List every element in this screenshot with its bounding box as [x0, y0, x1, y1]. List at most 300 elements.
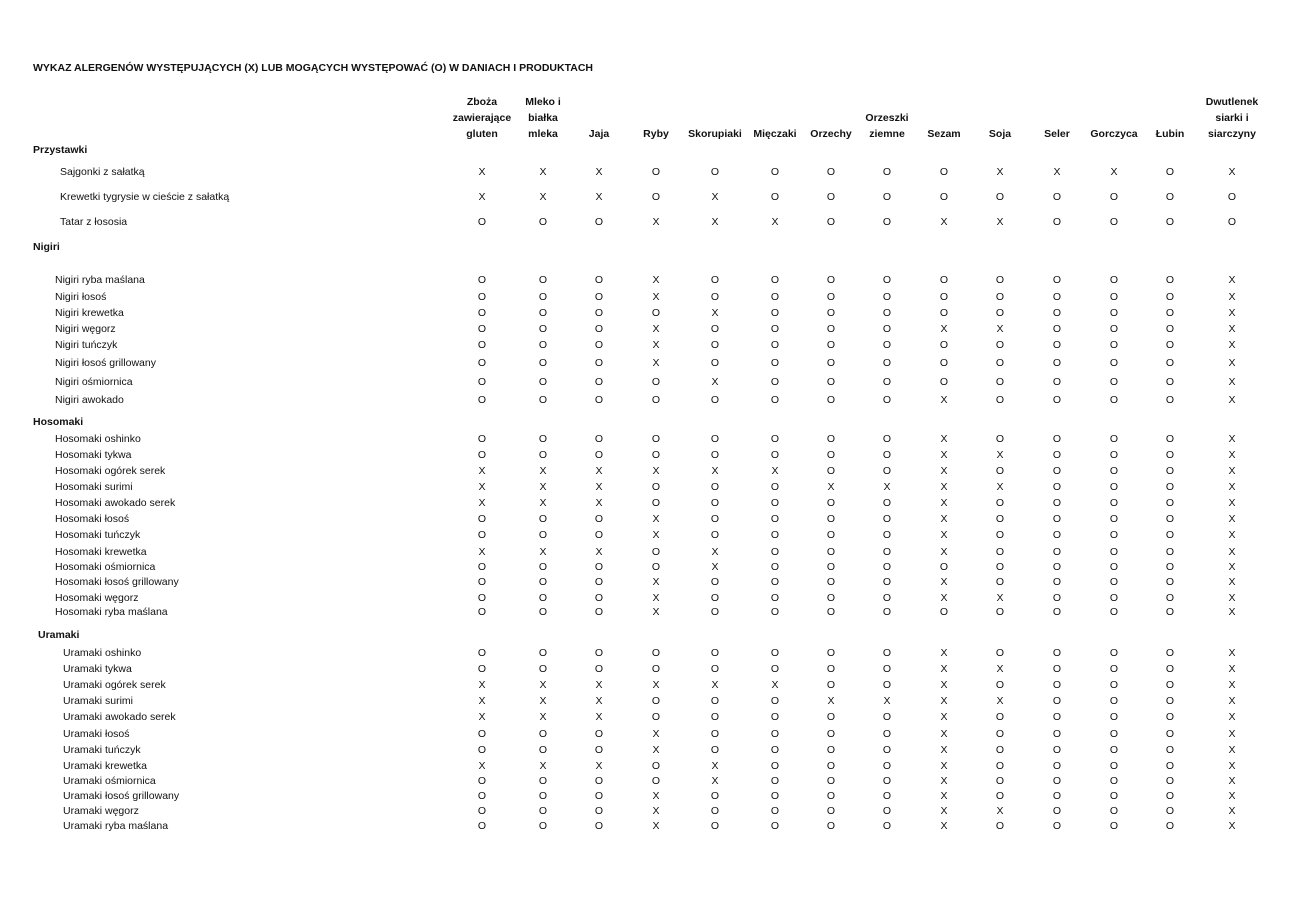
- allergen-cell: O: [770, 529, 780, 541]
- allergen-cell: O: [826, 592, 836, 604]
- allergen-cell: O: [1052, 711, 1062, 723]
- allergen-cell: O: [1227, 216, 1237, 228]
- allergen-cell: X: [996, 216, 1004, 228]
- allergen-cell: X: [940, 513, 948, 525]
- allergen-cell: O: [1052, 291, 1062, 303]
- allergen-cell: X: [940, 647, 948, 659]
- allergen-cell: O: [770, 711, 780, 723]
- allergen-cell: O: [1165, 513, 1175, 525]
- allergen-cell: O: [1052, 576, 1062, 588]
- allergen-cell: O: [477, 394, 487, 406]
- section-title: Uramaki: [38, 629, 80, 641]
- allergen-cell: O: [882, 820, 892, 832]
- allergen-cell: O: [882, 592, 892, 604]
- allergen-cell: O: [882, 497, 892, 509]
- allergen-cell: O: [594, 647, 604, 659]
- allergen-cell: X: [652, 529, 660, 541]
- table-row: [0, 393, 1300, 407]
- allergen-cell: X: [827, 695, 835, 707]
- allergen-cell: O: [882, 191, 892, 203]
- allergen-cell: O: [594, 775, 604, 787]
- allergen-cell: X: [539, 695, 547, 707]
- allergen-cell: O: [1165, 481, 1175, 493]
- allergen-cell: X: [940, 465, 948, 477]
- allergen-cell: O: [594, 376, 604, 388]
- allergen-cell: X: [711, 191, 719, 203]
- allergen-cell: O: [1109, 529, 1119, 541]
- allergen-cell: O: [477, 790, 487, 802]
- allergen-cell: O: [1052, 497, 1062, 509]
- allergen-cell: X: [771, 679, 779, 691]
- allergen-cell: O: [770, 663, 780, 675]
- allergen-cell: O: [939, 191, 949, 203]
- allergen-cell: X: [652, 679, 660, 691]
- allergen-cell: O: [1052, 679, 1062, 691]
- allergen-cell: O: [770, 760, 780, 772]
- allergen-cell: O: [1052, 376, 1062, 388]
- allergen-cell: O: [651, 647, 661, 659]
- allergen-cell: O: [882, 546, 892, 558]
- dish-name: Uramaki łosoś: [63, 728, 130, 740]
- allergen-cell: O: [477, 728, 487, 740]
- column-header: Skorupiaki: [688, 128, 742, 140]
- allergen-cell: O: [538, 561, 548, 573]
- allergen-cell: O: [1165, 529, 1175, 541]
- allergen-cell: O: [1165, 357, 1175, 369]
- allergen-cell: O: [882, 291, 892, 303]
- allergen-cell: O: [1109, 820, 1119, 832]
- allergen-cell: O: [1109, 663, 1119, 675]
- allergen-cell: O: [995, 291, 1005, 303]
- allergen-cell: O: [1109, 191, 1119, 203]
- allergen-cell: O: [939, 307, 949, 319]
- allergen-cell: O: [770, 291, 780, 303]
- allergen-cell: O: [826, 775, 836, 787]
- allergen-cell: O: [710, 576, 720, 588]
- allergen-cell: O: [1227, 191, 1237, 203]
- allergen-cell: X: [1228, 760, 1236, 772]
- allergen-cell: O: [939, 561, 949, 573]
- allergen-cell: O: [477, 433, 487, 445]
- table-row: [0, 512, 1300, 526]
- allergen-cell: O: [1165, 744, 1175, 756]
- allergen-cell: O: [995, 546, 1005, 558]
- allergen-cell: O: [1109, 449, 1119, 461]
- allergen-cell: X: [652, 357, 660, 369]
- allergen-cell: O: [1052, 805, 1062, 817]
- allergen-cell: X: [652, 592, 660, 604]
- allergen-cell: X: [1228, 663, 1236, 675]
- allergen-cell: O: [477, 805, 487, 817]
- allergen-cell: O: [594, 307, 604, 319]
- dish-name: Uramaki łosoś grillowany: [63, 790, 180, 802]
- allergen-cell: O: [1052, 307, 1062, 319]
- allergen-cell: O: [538, 394, 548, 406]
- allergen-cell: O: [882, 529, 892, 541]
- table-row: [0, 432, 1300, 446]
- allergen-cell: X: [652, 820, 660, 832]
- allergen-cell: O: [710, 449, 720, 461]
- allergen-cell: O: [477, 663, 487, 675]
- allergen-cell: O: [1165, 561, 1175, 573]
- allergen-cell: O: [710, 166, 720, 178]
- allergen-cell: O: [1165, 166, 1175, 178]
- allergen-cell: O: [651, 191, 661, 203]
- dish-name: Uramaki surimi: [63, 695, 134, 707]
- column-header: Soja: [988, 128, 1012, 140]
- dish-name: Tatar z łososia: [60, 216, 128, 228]
- allergen-cell: O: [538, 775, 548, 787]
- column-header: Dwutlenek siarki i siarczyny: [1205, 96, 1259, 140]
- allergen-cell: O: [538, 216, 548, 228]
- allergen-cell: O: [594, 663, 604, 675]
- allergen-cell: O: [995, 191, 1005, 203]
- allergen-cell: O: [710, 790, 720, 802]
- allergen-cell: O: [995, 433, 1005, 445]
- allergen-cell: O: [1052, 465, 1062, 477]
- allergen-cell: X: [1228, 606, 1236, 618]
- allergen-cell: X: [478, 166, 486, 178]
- allergen-cell: X: [940, 576, 948, 588]
- allergen-cell: X: [940, 394, 948, 406]
- allergen-cell: O: [1109, 433, 1119, 445]
- allergen-cell: O: [939, 166, 949, 178]
- allergen-cell: O: [826, 497, 836, 509]
- column-header: Jaja: [588, 128, 610, 140]
- allergen-cell: X: [539, 465, 547, 477]
- allergen-cell: O: [1109, 647, 1119, 659]
- allergen-cell: X: [478, 497, 486, 509]
- allergen-cell: O: [538, 576, 548, 588]
- allergen-cell: O: [1165, 775, 1175, 787]
- allergen-cell: O: [1052, 790, 1062, 802]
- allergen-cell: O: [651, 376, 661, 388]
- allergen-cell: O: [882, 744, 892, 756]
- allergen-cell: O: [882, 307, 892, 319]
- allergen-cell: X: [1228, 481, 1236, 493]
- allergen-cell: X: [940, 216, 948, 228]
- allergen-cell: X: [940, 760, 948, 772]
- allergen-cell: X: [1228, 339, 1236, 351]
- allergen-cell: O: [770, 339, 780, 351]
- allergen-cell: X: [711, 216, 719, 228]
- allergen-cell: O: [651, 546, 661, 558]
- allergen-cell: X: [1228, 357, 1236, 369]
- allergen-cell: O: [477, 576, 487, 588]
- allergen-cell: O: [882, 339, 892, 351]
- allergen-cell: O: [477, 274, 487, 286]
- allergen-cell: O: [594, 820, 604, 832]
- allergen-cell: O: [710, 357, 720, 369]
- allergen-cell: O: [882, 760, 892, 772]
- allergen-cell: X: [1053, 166, 1061, 178]
- allergen-cell: X: [478, 546, 486, 558]
- allergen-cell: O: [1165, 191, 1175, 203]
- dish-name: Hosomaki łosoś: [55, 513, 130, 525]
- dish-name: Nigiri krewetka: [55, 307, 124, 319]
- allergen-cell: O: [939, 606, 949, 618]
- allergen-cell: O: [594, 274, 604, 286]
- allergen-cell: X: [711, 307, 719, 319]
- allergen-cell: X: [711, 376, 719, 388]
- allergen-cell: O: [1109, 323, 1119, 335]
- allergen-cell: O: [538, 449, 548, 461]
- allergen-cell: O: [1165, 606, 1175, 618]
- allergen-cell: X: [1228, 546, 1236, 558]
- allergen-cell: O: [477, 561, 487, 573]
- allergen-cell: O: [995, 394, 1005, 406]
- allergen-cell: O: [651, 695, 661, 707]
- allergen-cell: O: [1165, 647, 1175, 659]
- allergen-cell: X: [478, 679, 486, 691]
- allergen-cell: O: [710, 606, 720, 618]
- allergen-cell: O: [770, 546, 780, 558]
- allergen-cell: X: [1228, 647, 1236, 659]
- allergen-cell: O: [1052, 191, 1062, 203]
- allergen-cell: O: [477, 592, 487, 604]
- allergen-cell: X: [595, 679, 603, 691]
- allergen-cell: O: [651, 711, 661, 723]
- allergen-cell: X: [940, 529, 948, 541]
- allergen-cell: O: [710, 291, 720, 303]
- allergen-cell: O: [477, 339, 487, 351]
- dish-name: Hosomaki łosoś grillowany: [55, 576, 179, 588]
- allergen-cell: O: [477, 216, 487, 228]
- table-row: [0, 591, 1300, 605]
- allergen-cell: O: [538, 606, 548, 618]
- allergen-cell: O: [651, 394, 661, 406]
- allergen-cell: O: [594, 394, 604, 406]
- allergen-cell: O: [882, 711, 892, 723]
- allergen-cell: O: [882, 663, 892, 675]
- allergen-cell: O: [826, 449, 836, 461]
- allergen-cell: O: [1165, 728, 1175, 740]
- allergen-cell: O: [826, 647, 836, 659]
- allergen-cell: X: [652, 728, 660, 740]
- allergen-cell: X: [1228, 449, 1236, 461]
- allergen-cell: O: [826, 274, 836, 286]
- allergen-cell: O: [477, 744, 487, 756]
- allergen-cell: O: [826, 820, 836, 832]
- allergen-cell: O: [770, 820, 780, 832]
- allergen-cell: O: [710, 695, 720, 707]
- allergen-cell: O: [1165, 711, 1175, 723]
- allergen-cell: O: [882, 576, 892, 588]
- allergen-cell: X: [711, 679, 719, 691]
- allergen-cell: O: [594, 728, 604, 740]
- allergen-cell: O: [477, 775, 487, 787]
- allergen-cell: X: [1228, 529, 1236, 541]
- allergen-cell: O: [477, 449, 487, 461]
- allergen-cell: O: [1109, 216, 1119, 228]
- allergen-cell: O: [1109, 775, 1119, 787]
- allergen-cell: O: [826, 465, 836, 477]
- allergen-cell: X: [539, 711, 547, 723]
- allergen-cell: O: [995, 728, 1005, 740]
- allergen-cell: O: [1109, 291, 1119, 303]
- allergen-cell: X: [940, 775, 948, 787]
- allergen-cell: O: [1165, 323, 1175, 335]
- allergen-cell: O: [939, 339, 949, 351]
- allergen-cell: O: [1165, 592, 1175, 604]
- allergen-cell: O: [710, 497, 720, 509]
- allergen-cell: O: [826, 728, 836, 740]
- allergen-cell: O: [995, 647, 1005, 659]
- table-row: [0, 605, 1300, 619]
- allergen-cell: O: [1109, 376, 1119, 388]
- table-row: [0, 662, 1300, 676]
- allergen-cell: X: [940, 695, 948, 707]
- allergen-cell: X: [940, 449, 948, 461]
- allergen-cell: X: [996, 166, 1004, 178]
- allergen-cell: O: [538, 805, 548, 817]
- allergen-cell: O: [995, 760, 1005, 772]
- allergen-cell: X: [940, 790, 948, 802]
- table-row: [0, 560, 1300, 574]
- allergen-cell: O: [1165, 433, 1175, 445]
- allergen-cell: X: [940, 744, 948, 756]
- allergen-cell: X: [1228, 744, 1236, 756]
- allergen-cell: X: [1228, 166, 1236, 178]
- allergen-cell: O: [651, 449, 661, 461]
- allergen-cell: X: [940, 497, 948, 509]
- allergen-cell: O: [1052, 513, 1062, 525]
- allergen-cell: O: [1165, 760, 1175, 772]
- allergen-cell: X: [711, 775, 719, 787]
- allergen-cell: O: [1052, 820, 1062, 832]
- column-header: Seler: [1044, 128, 1070, 140]
- allergen-cell: O: [538, 323, 548, 335]
- allergen-cell: X: [996, 592, 1004, 604]
- allergen-cell: O: [826, 760, 836, 772]
- allergen-cell: X: [771, 465, 779, 477]
- allergen-cell: O: [594, 513, 604, 525]
- allergen-cell: O: [1109, 465, 1119, 477]
- allergen-cell: O: [995, 744, 1005, 756]
- allergen-cell: O: [538, 820, 548, 832]
- allergen-cell: O: [1052, 695, 1062, 707]
- allergen-cell: O: [538, 376, 548, 388]
- allergen-cell: O: [477, 357, 487, 369]
- dish-name: Hosomaki oshinko: [55, 433, 141, 445]
- allergen-cell: O: [770, 592, 780, 604]
- allergen-cell: O: [995, 790, 1005, 802]
- allergen-cell: O: [538, 529, 548, 541]
- dish-name: Uramaki tykwa: [63, 663, 132, 675]
- allergen-cell: O: [826, 433, 836, 445]
- column-header: Gorczyca: [1090, 128, 1138, 140]
- allergen-cell: O: [770, 481, 780, 493]
- allergen-cell: O: [710, 820, 720, 832]
- allergen-cell: X: [595, 191, 603, 203]
- allergen-cell: X: [711, 760, 719, 772]
- allergen-cell: O: [882, 465, 892, 477]
- table-row: [0, 743, 1300, 757]
- dish-name: Uramaki oshinko: [63, 647, 142, 659]
- allergen-cell: O: [1165, 497, 1175, 509]
- allergen-cell: O: [651, 561, 661, 573]
- allergen-cell: O: [594, 433, 604, 445]
- allergen-cell: O: [770, 775, 780, 787]
- allergen-cell: X: [940, 433, 948, 445]
- allergen-cell: X: [539, 679, 547, 691]
- allergen-cell: O: [477, 323, 487, 335]
- allergen-cell: O: [826, 679, 836, 691]
- allergen-cell: X: [595, 465, 603, 477]
- column-header: Orzechy: [810, 128, 852, 140]
- allergen-cell: O: [1052, 561, 1062, 573]
- allergen-cell: O: [1165, 663, 1175, 675]
- allergen-cell: O: [538, 592, 548, 604]
- allergen-cell: O: [882, 561, 892, 573]
- allergen-cell: O: [710, 744, 720, 756]
- dish-name: Hosomaki węgorz: [55, 592, 139, 604]
- allergen-cell: O: [826, 323, 836, 335]
- allergen-cell: O: [770, 449, 780, 461]
- table-row: [0, 545, 1300, 559]
- allergen-cell: O: [882, 357, 892, 369]
- allergen-cell: O: [770, 513, 780, 525]
- allergen-cell: O: [882, 775, 892, 787]
- allergen-cell: X: [478, 695, 486, 707]
- allergen-cell: X: [652, 339, 660, 351]
- allergen-cell: O: [826, 576, 836, 588]
- allergen-cell: O: [770, 307, 780, 319]
- allergen-cell: O: [995, 679, 1005, 691]
- allergen-cell: O: [1052, 606, 1062, 618]
- allergen-cell: O: [1109, 695, 1119, 707]
- allergen-cell: O: [1052, 449, 1062, 461]
- allergen-cell: O: [1109, 357, 1119, 369]
- allergen-cell: O: [538, 274, 548, 286]
- table-row: [0, 789, 1300, 803]
- table-row: [0, 575, 1300, 589]
- allergen-cell: X: [1228, 695, 1236, 707]
- allergen-cell: O: [882, 790, 892, 802]
- allergen-cell: O: [826, 805, 836, 817]
- allergen-cell: O: [826, 606, 836, 618]
- allergen-cell: O: [538, 433, 548, 445]
- allergen-cell: O: [1165, 339, 1175, 351]
- allergen-cell: X: [539, 191, 547, 203]
- allergen-cell: O: [882, 394, 892, 406]
- allergen-cell: X: [1228, 513, 1236, 525]
- allergen-cell: O: [770, 323, 780, 335]
- column-headers: [0, 94, 1300, 142]
- allergen-cell: O: [1052, 481, 1062, 493]
- allergen-cell: X: [652, 291, 660, 303]
- allergen-cell: O: [1109, 606, 1119, 618]
- allergen-cell: O: [1165, 274, 1175, 286]
- allergen-cell: O: [710, 663, 720, 675]
- allergen-cell: O: [826, 546, 836, 558]
- allergen-cell: O: [594, 576, 604, 588]
- allergen-cell: X: [478, 465, 486, 477]
- allergen-cell: O: [995, 576, 1005, 588]
- allergen-cell: O: [1109, 307, 1119, 319]
- allergen-cell: X: [1110, 166, 1118, 178]
- allergen-cell: O: [477, 606, 487, 618]
- allergen-cell: X: [652, 274, 660, 286]
- table-row: [0, 759, 1300, 773]
- allergen-cell: O: [477, 291, 487, 303]
- table-row: [0, 646, 1300, 660]
- allergen-cell: O: [1109, 546, 1119, 558]
- dish-name: Hosomaki krewetka: [55, 546, 147, 558]
- table-row: [0, 694, 1300, 708]
- allergen-cell: O: [939, 291, 949, 303]
- dish-name: Uramaki ogórek serek: [63, 679, 166, 691]
